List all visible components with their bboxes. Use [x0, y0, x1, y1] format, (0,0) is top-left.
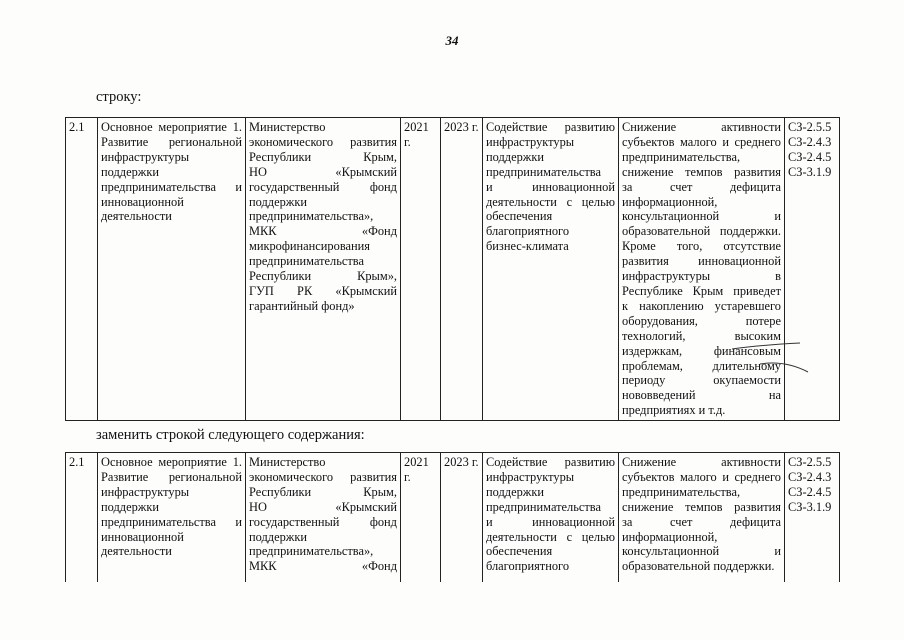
cell-text-line: МКК «Фонд [249, 224, 397, 239]
end-year-cell: 2023 г. [441, 118, 483, 421]
cell-text-line: Основное мероприятие 1. [101, 455, 242, 469]
cell-text-line: развития инновационной [622, 254, 781, 269]
start-year-cell: 2021 г. [401, 118, 441, 421]
result-cell [483, 453, 619, 583]
cell-text-line: издержкам, финансовым [622, 343, 781, 358]
cell-text-line: за счет дефицита [622, 179, 781, 194]
original-row-table [65, 117, 840, 421]
cell-text-line: СЗ-2.5.5 [788, 455, 832, 469]
cell-text-line: предпринимательства [486, 499, 601, 514]
cell-text-line: и инновационной [486, 514, 615, 529]
cell-text-line: Министерство [249, 120, 326, 134]
cell-text-line: благоприятного [486, 559, 570, 574]
row-number-cell: 2.1 [66, 453, 98, 583]
cell-text-line: инфраструктуры [486, 469, 575, 484]
cell-text-line: информационной, [622, 194, 718, 209]
cell-text-line: обеспечения [486, 209, 553, 224]
cell-text-line: деятельности [101, 209, 172, 224]
activity-cell [98, 118, 246, 421]
cell-text-line: обеспечения [486, 544, 553, 559]
cell-text-line: ГУП РК «Крымский [249, 283, 397, 298]
cell-text-line: Республики Крым», [249, 269, 397, 284]
cell-text-line: периоду окупаемости [622, 373, 781, 388]
page-number: 34 [445, 33, 459, 48]
cell-text-line: предпринимательства [249, 254, 364, 269]
table-row [66, 118, 840, 421]
cell-text-line: экономического развития [249, 134, 397, 149]
cell-text-line: Развитие региональной [101, 134, 242, 149]
cell-text-line: Кроме того, отсутствие [622, 239, 781, 254]
cell-text-line: к накоплению устаревшего [622, 298, 781, 313]
cell-text-line: Республики Крым, [249, 484, 397, 499]
cell-text-line: инновационной [101, 194, 184, 209]
cell-text-line: СЗ-2.4.5 [788, 484, 832, 499]
cell-text-line: СЗ-2.5.5 [788, 120, 832, 134]
start-year-cell: 2021 г. [401, 453, 441, 583]
consequences-cell [619, 453, 785, 583]
cell-text-line: Содействие развитию [486, 455, 615, 469]
cell-text-line: информационной, [622, 529, 718, 544]
cell-text-line: поддержки [486, 484, 544, 499]
cell-text-line: поддержки [101, 499, 159, 514]
codes-cell [785, 453, 840, 583]
executors-cell [246, 118, 401, 421]
cell-text-line: СЗ-2.4.3 [788, 134, 832, 149]
replacement-table-clip [0, 452, 904, 582]
cell-text-line: Министерство [249, 455, 326, 469]
cell-text-line: СЗ-3.1.9 [788, 499, 832, 514]
cell-text-line: СЗ-2.4.5 [788, 149, 832, 164]
replacement-row-table [65, 452, 840, 582]
cell-text-line: деятельности [101, 544, 172, 559]
cell-text-line: поддержки [101, 164, 159, 179]
cell-text-line: предприятиях и т.д. [622, 403, 726, 418]
cell-text-line: поддержки [249, 194, 307, 209]
cell-text-line: Республике Крым приведет [622, 283, 781, 298]
cell-text-line: инфраструктуры [101, 484, 190, 499]
codes-cell [785, 118, 840, 421]
executors-cell [246, 453, 401, 583]
cell-text-line: деятельности с целью [486, 194, 615, 209]
cell-text-line: и инновационной [486, 179, 615, 194]
cell-text-line: поддержки [249, 529, 307, 544]
cell-text-line: предпринимательства [486, 164, 601, 179]
cell-text-line: СЗ-2.4.3 [788, 469, 832, 484]
row-number-cell: 2.1 [66, 118, 98, 421]
cell-text-line: снижение темпов развития [622, 164, 781, 179]
cell-text-line: предпринимательства, [622, 149, 741, 164]
cell-text-line: образовательной поддержки. [622, 559, 775, 574]
cell-text-line: предпринимательства и [101, 179, 242, 194]
cell-text-line: поддержки [486, 149, 544, 164]
end-year-cell: 2023 г. [441, 453, 483, 583]
table-row [66, 453, 840, 583]
cell-text-line: инфраструктуры в [622, 269, 781, 284]
cell-text-line: микрофинансирования [249, 239, 370, 254]
cell-text-line: предпринимательства», [249, 209, 374, 224]
cell-text-line: за счет дефицита [622, 514, 781, 529]
consequences-cell [619, 118, 785, 421]
cell-text-line: технологий, высоким [622, 328, 781, 343]
cell-text-line: МКК «Фонд [249, 559, 397, 574]
activity-cell [98, 453, 246, 583]
cell-text-line: Развитие региональной [101, 469, 242, 484]
lead-text-after: заменить строкой следующего содержания: [96, 427, 365, 443]
cell-text-line: субъектов малого и среднего [622, 134, 781, 149]
cell-text-line: предпринимательства», [249, 544, 374, 559]
cell-text-line: проблемам, длительному [622, 358, 781, 373]
cell-text-line: консультационной и [622, 544, 781, 559]
cell-text-line: Основное мероприятие 1. [101, 120, 242, 134]
cell-text-line: Республики Крым, [249, 149, 397, 164]
cell-text-line: благоприятного [486, 224, 570, 239]
result-cell [483, 118, 619, 421]
cell-text-line: субъектов малого и среднего [622, 469, 781, 484]
cell-text-line: инфраструктуры [101, 149, 190, 164]
cell-text-line: бизнес-климата [486, 239, 569, 254]
cell-text-line: СЗ-3.1.9 [788, 164, 832, 179]
lead-text-before: строку: [96, 89, 142, 105]
cell-text-line: Снижение активности [622, 120, 781, 134]
cell-text-line: государственный фонд [249, 179, 397, 194]
cell-text-line: нововведений на [622, 388, 781, 403]
cell-text-line: оборудования, потере [622, 313, 781, 328]
cell-text-line: инновационной [101, 529, 184, 544]
cell-text-line: снижение темпов развития [622, 499, 781, 514]
cell-text-line: НО «Крымский [249, 499, 397, 514]
cell-text-line: НО «Крымский [249, 164, 397, 179]
cell-text-line: предпринимательства и [101, 514, 242, 529]
cell-text-line: экономического развития [249, 469, 397, 484]
cell-text-line: деятельности с целью [486, 529, 615, 544]
cell-text-line: образовательной поддержки. [622, 224, 781, 239]
cell-text-line: Снижение активности [622, 455, 781, 469]
cell-text-line: предпринимательства, [622, 484, 741, 499]
cell-text-line: Содействие развитию [486, 120, 615, 134]
cell-text-line: государственный фонд [249, 514, 397, 529]
cell-text-line: гарантийный фонд» [249, 298, 355, 313]
cell-text-line: инфраструктуры [486, 134, 575, 149]
cell-text-line: консультационной и [622, 209, 781, 224]
